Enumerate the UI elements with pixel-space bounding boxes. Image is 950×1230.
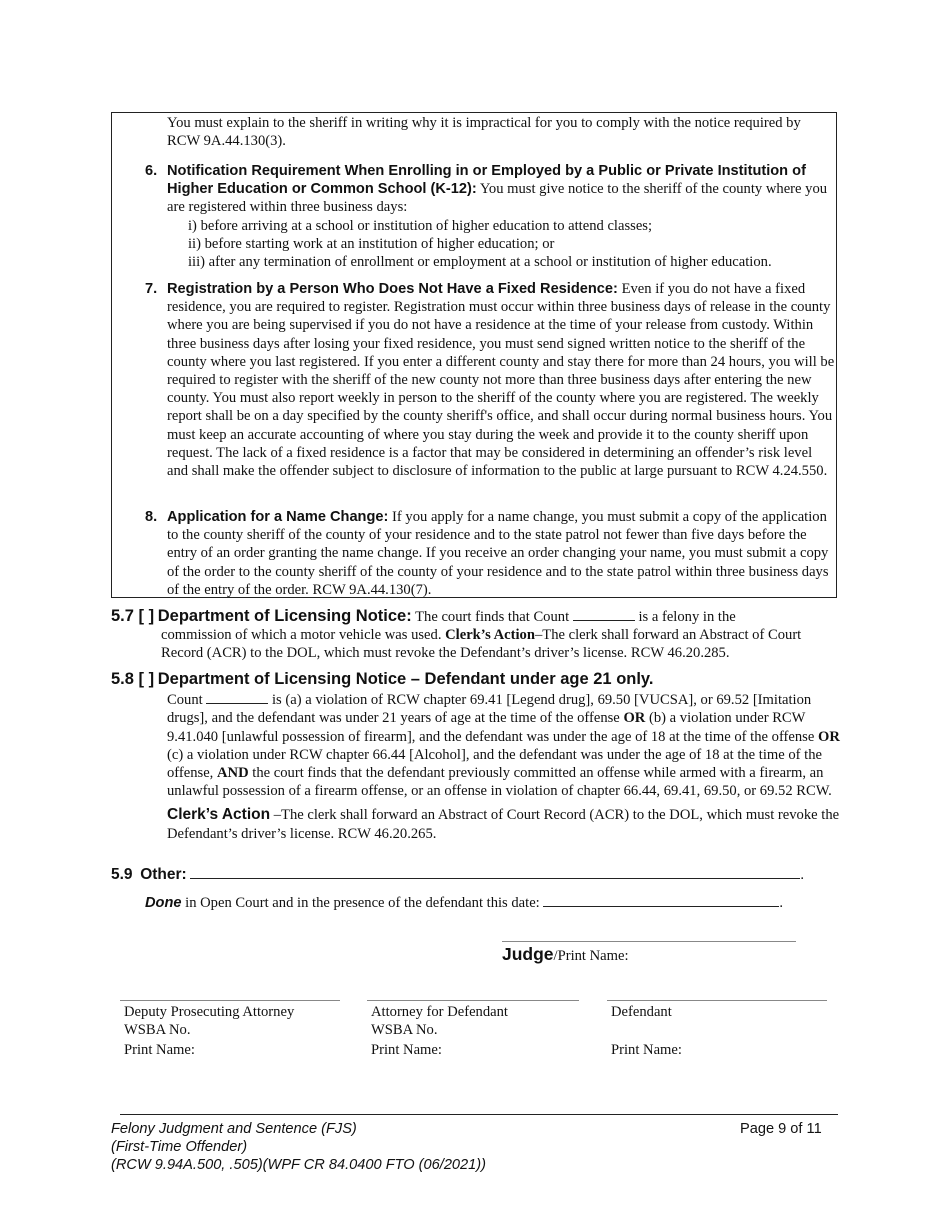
section-text: –The clerk shall forward an Abstract of Court Record (ACR) to the DOL, which must revoke the Defendant’s driver’s license. RCW 46.20.285. xyxy=(161,627,802,662)
signer-title: Deputy Prosecuting Attorney xyxy=(124,1004,295,1020)
item-heading: Notification Requirement When Enrolling in or Employed by a Public or Private Institution of Higher Education or Common School (K-12): xyxy=(167,163,806,198)
signer-print-name: Print Name: xyxy=(611,1042,682,1059)
signer-title: Attorney for Defendant xyxy=(371,1004,508,1020)
clerk-action-label: Clerk’s Action xyxy=(167,806,271,824)
footer-form-info xyxy=(111,1120,486,1175)
count-blank[interactable] xyxy=(573,607,635,621)
signer-print-name: Print Name: xyxy=(124,1042,195,1059)
defendant-signature-block xyxy=(611,1003,682,1060)
footer-line: Felony Judgment and Sentence (FJS) xyxy=(111,1121,357,1137)
or-label: OR xyxy=(818,728,840,745)
section-text: The court finds that Count xyxy=(415,609,570,625)
item-8 xyxy=(145,508,835,599)
judge-label xyxy=(502,945,629,965)
prosecutor-signature-line[interactable] xyxy=(120,1000,340,1001)
done-line: Done in Open Court and in the presence of the defendant this date: . xyxy=(145,895,784,911)
section-5-8 xyxy=(111,670,841,843)
page-number: Page 9 of 11 xyxy=(740,1121,822,1137)
footer-line: (First-Time Offender) xyxy=(111,1139,248,1156)
sub-item: iii) after any termination of enrollment or employment at a school or institution of higher education. xyxy=(188,254,772,271)
section-5-7 xyxy=(111,607,841,663)
signer-title: Defendant xyxy=(611,1004,672,1020)
done-text: in Open Court and in the presence of the defendant this date: xyxy=(185,895,540,911)
section-text: commission of which a motor vehicle was used. xyxy=(161,627,442,644)
sub-item: ii) before starting work at an institution of higher education; or xyxy=(188,235,555,252)
section-5-9: 5.9 Other: . xyxy=(111,866,805,883)
section-number: 5.8 [ ] xyxy=(111,670,155,688)
footer-line: (RCW 9.94A.500, .505)(WPF CR 84.0400 FTO (06/2021)) xyxy=(111,1157,486,1174)
done-label: Done xyxy=(145,895,182,911)
item-number: 7. xyxy=(145,281,158,297)
section-title: Department of Licensing Notice – Defendant under age 21 only. xyxy=(157,670,654,688)
section-number: 5.9 xyxy=(111,866,133,883)
defense-attorney-signature-line[interactable] xyxy=(367,1000,579,1001)
item-body: If you apply for a name change, you must submit a copy of the application to the county sheriff of the county of your residence and to the state patrol not fewer than five days before the entry of an order granting the name change. If you receive an order changing your name, you must submit a copy of the order to the county sheriff of the county of your residence and to the state patrol within three business days of the entry of the order. RCW 9A.44.130(7). xyxy=(167,509,829,598)
prosecutor-signature-block xyxy=(124,1003,294,1060)
section-text: (c) a violation under RCW chapter 66.44 [Alcohol], and the defendant was under the age of 18 at the time of the offense, xyxy=(167,746,823,782)
and-label: AND xyxy=(217,765,249,782)
signer-wsba: WSBA No. xyxy=(124,1022,191,1039)
section-text: is a felony in the xyxy=(638,609,736,625)
section-title: Department of Licensing Notice: xyxy=(157,607,412,625)
defendant-signature-line[interactable] xyxy=(607,1000,827,1001)
signer-wsba xyxy=(611,1021,682,1039)
defense-attorney-signature-block xyxy=(371,1003,508,1060)
judge-bold: Judge xyxy=(502,944,554,964)
item-heading: Registration by a Person Who Does Not Have a Fixed Residence: xyxy=(167,281,618,297)
footer-rule xyxy=(120,1114,838,1115)
count-blank[interactable] xyxy=(206,690,268,704)
section-title: Other: xyxy=(140,866,187,883)
date-blank[interactable] xyxy=(543,893,779,907)
section-text: the court finds that the defendant previously committed an offense while armed with a firearm, an unlawful possession of a firearm offense, or an offense in violation of chapter 66.44, 69.41, 69.50, or 69.52 RCW. xyxy=(167,765,832,800)
judge-signature-line[interactable] xyxy=(502,941,796,942)
section-number: 5.7 [ ] xyxy=(111,607,155,625)
or-label: OR xyxy=(623,710,646,727)
item-body: You must give notice to the sheriff of the county where you are registered within three business days: xyxy=(167,181,828,216)
signer-wsba: WSBA No. xyxy=(371,1022,438,1039)
section-text: is (a) a violation of RCW chapter 69.41 [Legend drug], 69.50 [VUCSA], or 69.52 [Imitation drugs], and the defendant was under 21 years of age at the time of the offense xyxy=(167,692,812,727)
item-heading: Application for a Name Change: xyxy=(167,509,389,525)
signer-print-name: Print Name: xyxy=(371,1042,442,1059)
item-number: 6. xyxy=(145,163,158,179)
section-text: –The clerk shall forward an Abstract of Court Record (ACR) to the DOL, which must revoke the Defendant’s driver’s license. RCW 46.20.265. xyxy=(167,807,840,842)
item-7 xyxy=(145,280,835,480)
section-text: (b) a violation under RCW 9.41.040 [unlawful possession of firearm], and the defendant was under the age of 18 at the time of the offense xyxy=(167,710,815,745)
clerk-action-label: Clerk’s Action xyxy=(445,627,535,644)
sub-item: i) before arriving at a school or institution of higher education to attend classes; xyxy=(188,217,653,234)
section-text: Count xyxy=(167,692,203,709)
other-blank[interactable] xyxy=(190,865,800,879)
item-number: 8. xyxy=(145,509,158,525)
judge-text: /Print Name: xyxy=(553,948,629,964)
intro-paragraph: You must explain to the sheriff in writing why it is impractical for you to comply with the notice required by RCW 9A.44.130(3). xyxy=(167,115,801,150)
item-body: Even if you do not have a fixed residence, you are required to register. Registration must occur within three business days of release in the county where you are being supervised if you do not have a residence at the time of your release from custody. Within three business days after losing your fixed residence, you must send signed written notice to the sheriff of the county where you last registered. If you enter a different county and stay there for more than 24 hours, you will be required to register with the sheriff of the new county not more than three business days after entering the new county. You must also report weekly in person to the sheriff of the county where you are registered. The weekly report shall be on a day specified by the county sheriff's office, and shall occur during normal business hours. You must keep an accurate accounting of where you stay during the week and provide it to the county sheriff upon request. The lack of a fixed residence is a factor that may be considered in determining an offender’s risk level and shall make the offender subject to disclosure of information to the public at large pursuant to RCW 4.24.550. xyxy=(167,281,835,480)
item-6 xyxy=(145,162,835,271)
